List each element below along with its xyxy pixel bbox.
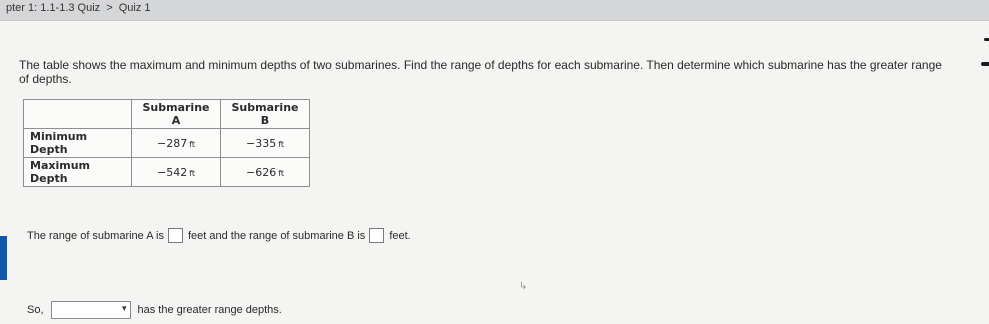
range-text-3: feet. xyxy=(389,229,411,242)
table-row xyxy=(24,158,310,187)
depths-table xyxy=(23,99,310,187)
row-label-minimum-depth: Minimum Depth xyxy=(24,129,132,158)
table-header-empty xyxy=(24,100,132,129)
breadcrumb-separator: > xyxy=(106,2,113,14)
table-header-submarine-a: Submarine A xyxy=(132,100,221,129)
row-label-maximum-depth: Maximum Depth xyxy=(24,158,132,187)
breadcrumb-current: Quiz 1 xyxy=(118,2,151,14)
greater-range-line xyxy=(27,301,282,319)
submarine-dropdown[interactable] xyxy=(51,301,131,319)
top-bar xyxy=(0,0,989,21)
cursor-mark-icon: ↳ xyxy=(519,281,528,292)
range-answer-line xyxy=(27,228,411,243)
cell-a-minimum: −287 ft xyxy=(132,129,221,158)
range-b-input[interactable] xyxy=(369,228,384,243)
so-label: So, xyxy=(27,304,44,316)
table-row xyxy=(24,129,310,158)
range-a-input[interactable] xyxy=(168,228,183,243)
question-accent-bar xyxy=(0,236,7,280)
cell-a-maximum: −542 ft xyxy=(132,158,221,187)
scroll-handle-top[interactable] xyxy=(984,38,989,41)
range-text-1: The range of submarine A is xyxy=(27,229,164,242)
table-header-row xyxy=(24,100,310,129)
cell-b-minimum: −335 ft xyxy=(221,129,310,158)
cell-b-maximum: −626 ft xyxy=(221,158,310,187)
question-text: The table shows the maximum and minimum depths of two submarines. Find the range of depths for each submarine. Then determine which submarine has the greater range of depths. xyxy=(19,58,942,86)
side-tab-handle[interactable] xyxy=(981,62,989,66)
breadcrumb xyxy=(6,2,151,14)
table-header-submarine-b: Submarine B xyxy=(221,100,310,129)
range-text-2: feet and the range of submarine B is xyxy=(187,229,366,242)
greater-range-text: has the greater range depths. xyxy=(137,304,282,316)
chevron-down-icon: ▾ xyxy=(121,303,127,313)
breadcrumb-chapter[interactable]: pter 1: 1.1-1.3 Quiz xyxy=(6,2,101,14)
